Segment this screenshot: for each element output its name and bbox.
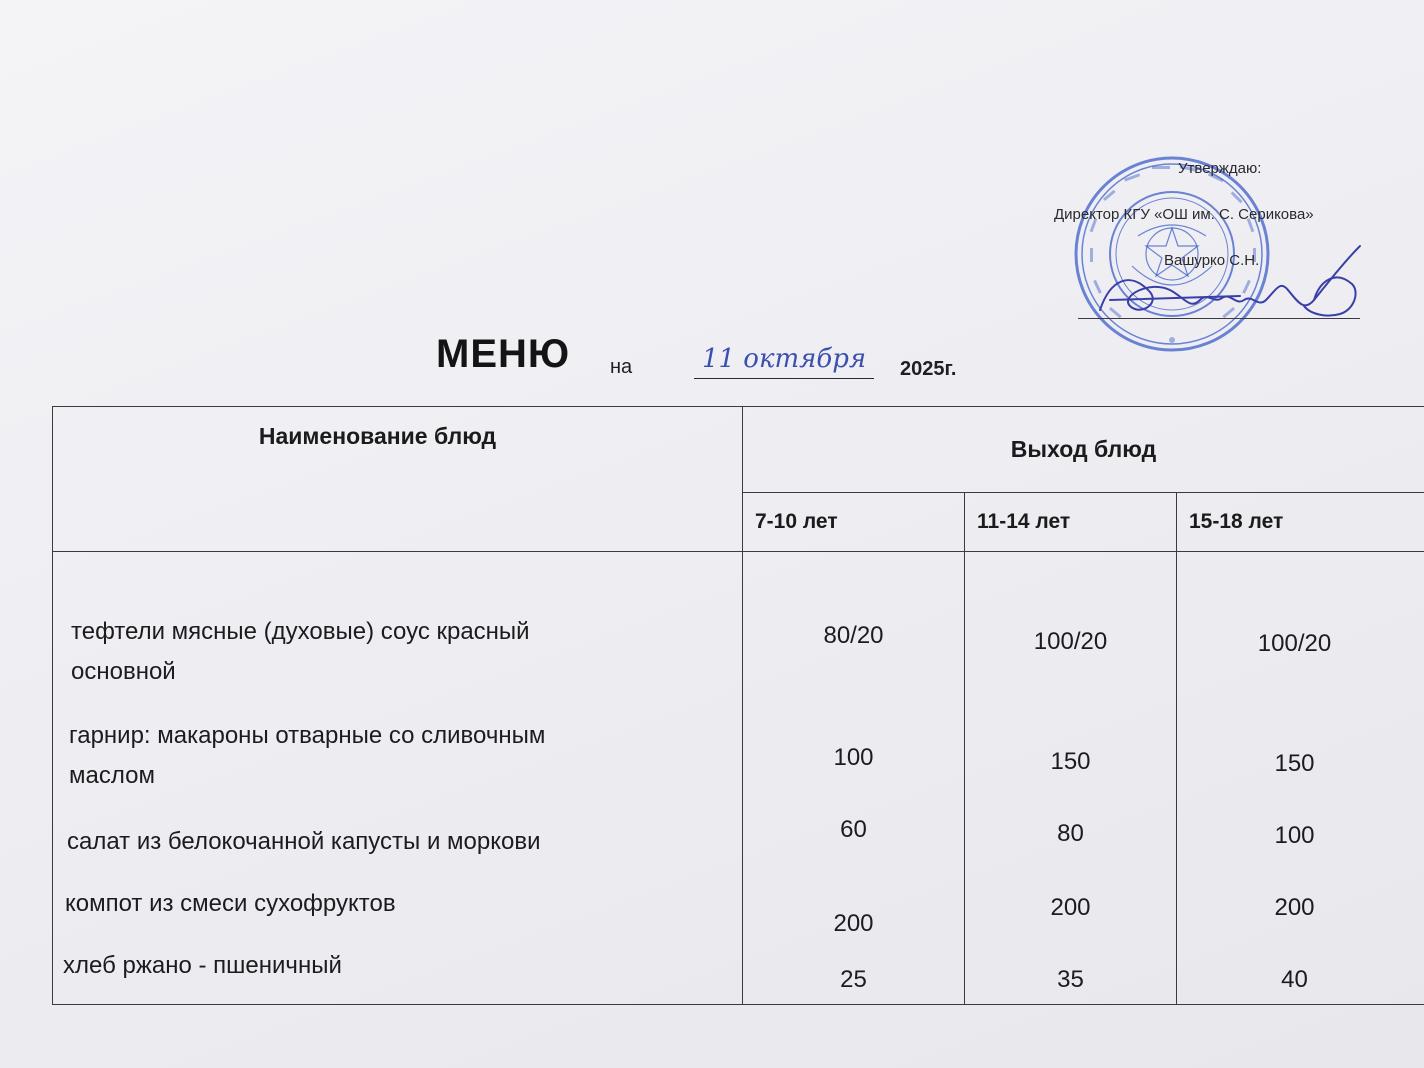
header-age-7-10: 7-10 лет (743, 492, 965, 551)
qty-value: 40 (1281, 966, 1308, 993)
qty-cell-15-18 (1177, 552, 1424, 1005)
dish-list (53, 552, 742, 1004)
table-body-row (53, 552, 1424, 1005)
title-main: МЕНЮ (436, 332, 571, 376)
dish-name-line: основной (71, 658, 176, 685)
qty-value: 100 (1274, 822, 1315, 849)
qty-value: 25 (840, 966, 867, 993)
header-dish-name: Наименование блюд (53, 407, 743, 552)
dish-names-cell (53, 552, 743, 1005)
dish-item (65, 884, 396, 924)
qty-column (743, 552, 964, 1004)
qty-value: 60 (840, 816, 867, 843)
dish-name-line: маслом (69, 762, 155, 789)
qty-value: 200 (1050, 894, 1091, 921)
dish-name-line: гарнир: макароны отварные со сливочным (69, 722, 546, 749)
dish-item (71, 612, 530, 692)
qty-value: 150 (1274, 750, 1315, 777)
header-age-15-18: 15-18 лет (1177, 492, 1424, 551)
approval-block (1050, 150, 1410, 360)
qty-value: 100/20 (1257, 630, 1332, 657)
title-date-handwritten: 11 октября (694, 344, 874, 379)
qty-value: 80/20 (823, 622, 884, 649)
menu-title (436, 330, 1036, 390)
qty-cell-11-14 (965, 552, 1177, 1005)
dish-name-line: хлеб ржано - пшеничный (63, 952, 342, 979)
header-yield: Выход блюд (743, 407, 1424, 493)
qty-value: 100 (833, 744, 874, 771)
qty-value: 150 (1050, 748, 1091, 775)
dish-item (63, 946, 342, 986)
dish-name-line: компот из смеси сухофруктов (65, 890, 396, 917)
title-year: 2025г. (900, 358, 957, 380)
dish-item (69, 716, 545, 796)
qty-value: 35 (1057, 966, 1084, 993)
dish-name-line: салат из белокочанной капусты и моркови (67, 828, 541, 855)
director-name: Вашурко С.Н. (1164, 252, 1260, 269)
header-age-11-14: 11-14 лет (965, 492, 1177, 551)
dish-item (67, 822, 540, 862)
director-line: Директор КГУ «ОШ им. С. Серикова» (1054, 206, 1314, 223)
title-on: на (610, 356, 633, 378)
qty-cell-7-10 (743, 552, 965, 1005)
signature-line (1078, 318, 1360, 319)
table-header-row (53, 407, 1424, 493)
qty-value: 80 (1057, 820, 1084, 847)
qty-column (965, 552, 1176, 1004)
qty-value: 200 (833, 910, 874, 937)
qty-value: 200 (1274, 894, 1315, 921)
approve-label: Утверждаю: (1178, 160, 1262, 177)
menu-table (52, 406, 1424, 1005)
qty-column (1177, 552, 1424, 1004)
dish-name-line: тефтели мясные (духовые) соус красный (71, 618, 530, 645)
qty-value: 100/20 (1033, 628, 1108, 655)
